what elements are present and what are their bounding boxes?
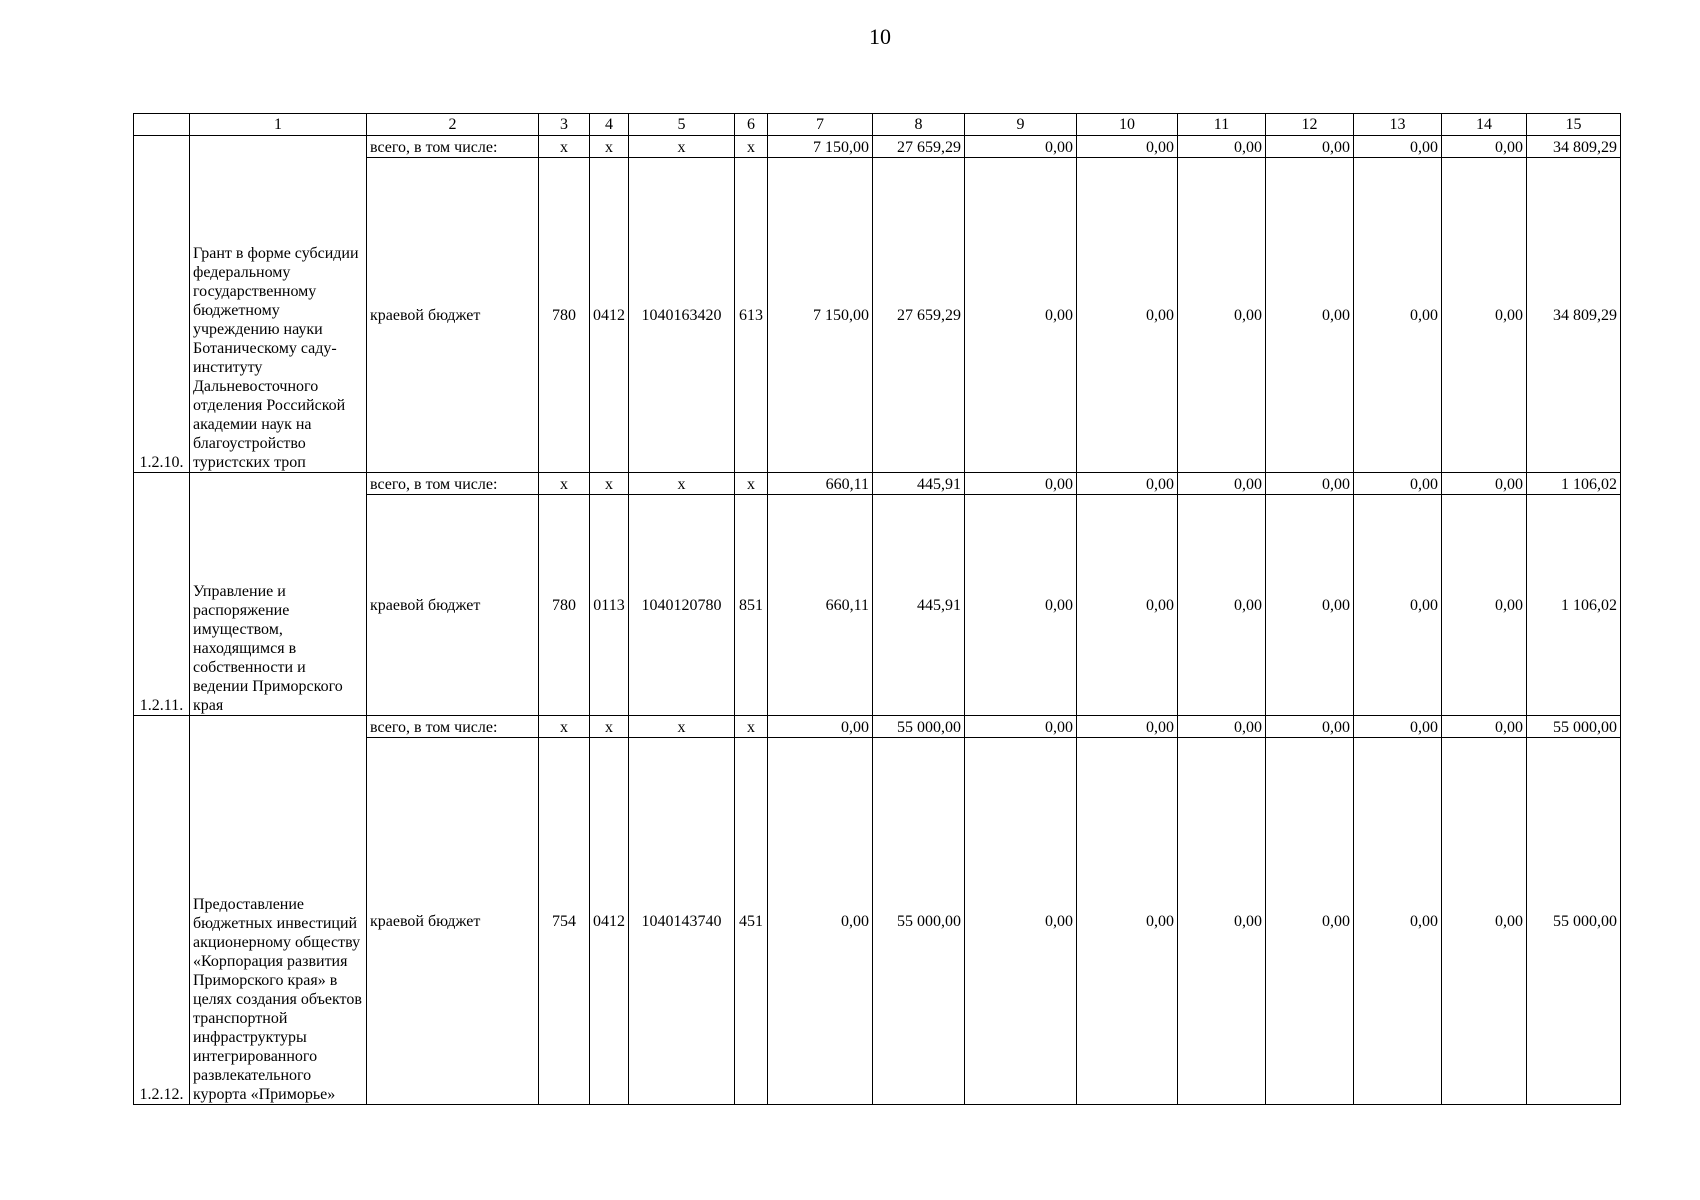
- header-cell: 14: [1442, 114, 1527, 136]
- header-cell: [134, 114, 190, 136]
- cell-c4: х: [590, 136, 629, 158]
- total-row: [134, 136, 1621, 158]
- cell-c9: 0,00: [965, 738, 1077, 1105]
- cell-c6: 451: [735, 738, 768, 1105]
- cell-c8: 55 000,00: [873, 738, 965, 1105]
- funding-label: краевой бюджет: [367, 495, 539, 716]
- funding-label: всего, в том числе:: [367, 716, 539, 738]
- cell-c13: 0,00: [1354, 158, 1442, 473]
- cell-c3: х: [539, 473, 590, 495]
- cell-c14: 0,00: [1442, 738, 1527, 1105]
- cell-c8: 55 000,00: [873, 716, 965, 738]
- header-cell: 10: [1077, 114, 1178, 136]
- cell-c5: х: [629, 136, 735, 158]
- header-cell: 9: [965, 114, 1077, 136]
- cell-c8: 445,91: [873, 473, 965, 495]
- cell-c14: 0,00: [1442, 158, 1527, 473]
- row-description: Управление и распоряжение имуществом, находящимся в собственности и ведении Приморского края: [190, 473, 367, 716]
- cell-c14: 0,00: [1442, 136, 1527, 158]
- row-number: 1.2.10.: [134, 136, 190, 473]
- cell-c11: 0,00: [1178, 716, 1266, 738]
- cell-c7: 660,11: [768, 473, 873, 495]
- cell-c6: х: [735, 716, 768, 738]
- cell-c14: 0,00: [1442, 495, 1527, 716]
- funding-label: всего, в том числе:: [367, 136, 539, 158]
- cell-c3: х: [539, 136, 590, 158]
- cell-c6: 851: [735, 495, 768, 716]
- cell-c15: 55 000,00: [1527, 716, 1621, 738]
- cell-c15: 1 106,02: [1527, 495, 1621, 716]
- cell-c10: 0,00: [1077, 738, 1178, 1105]
- budget-table: [133, 113, 1621, 1105]
- cell-c6: х: [735, 136, 768, 158]
- cell-c5: 1040143740: [629, 738, 735, 1105]
- header-cell: 5: [629, 114, 735, 136]
- header-cell: 15: [1527, 114, 1621, 136]
- header-cell: 2: [367, 114, 539, 136]
- cell-c13: 0,00: [1354, 738, 1442, 1105]
- cell-c12: 0,00: [1266, 716, 1354, 738]
- cell-c5: х: [629, 716, 735, 738]
- header-cell: 1: [190, 114, 367, 136]
- cell-c13: 0,00: [1354, 716, 1442, 738]
- cell-c13: 0,00: [1354, 136, 1442, 158]
- cell-c9: 0,00: [965, 716, 1077, 738]
- cell-c12: 0,00: [1266, 738, 1354, 1105]
- cell-c15: 1 106,02: [1527, 473, 1621, 495]
- cell-c12: 0,00: [1266, 495, 1354, 716]
- cell-c9: 0,00: [965, 495, 1077, 716]
- cell-c4: х: [590, 716, 629, 738]
- cell-c6: х: [735, 473, 768, 495]
- cell-c7: 7 150,00: [768, 136, 873, 158]
- row-number: 1.2.11.: [134, 473, 190, 716]
- header-cell: 4: [590, 114, 629, 136]
- cell-c12: 0,00: [1266, 473, 1354, 495]
- cell-c6: 613: [735, 158, 768, 473]
- cell-c9: 0,00: [965, 473, 1077, 495]
- cell-c10: 0,00: [1077, 158, 1178, 473]
- cell-c8: 27 659,29: [873, 158, 965, 473]
- header-cell: 13: [1354, 114, 1442, 136]
- cell-c12: 0,00: [1266, 136, 1354, 158]
- cell-c10: 0,00: [1077, 716, 1178, 738]
- cell-c3: х: [539, 716, 590, 738]
- cell-c11: 0,00: [1178, 473, 1266, 495]
- cell-c10: 0,00: [1077, 473, 1178, 495]
- cell-c7: 0,00: [768, 738, 873, 1105]
- cell-c7: 7 150,00: [768, 158, 873, 473]
- row-description: Предоставление бюджетных инвестиций акционерному обществу «Корпорация развития Приморского края» в целях создания объектов транспортной инфраструктуры интегрированного развлекательного курорта «Приморье»: [190, 716, 367, 1105]
- cell-c12: 0,00: [1266, 158, 1354, 473]
- header-cell: 11: [1178, 114, 1266, 136]
- cell-c4: 0113: [590, 495, 629, 716]
- cell-c15: 34 809,29: [1527, 158, 1621, 473]
- header-cell: 6: [735, 114, 768, 136]
- cell-c15: 34 809,29: [1527, 136, 1621, 158]
- cell-c14: 0,00: [1442, 716, 1527, 738]
- cell-c15: 55 000,00: [1527, 738, 1621, 1105]
- header-cell: 12: [1266, 114, 1354, 136]
- cell-c10: 0,00: [1077, 136, 1178, 158]
- cell-c9: 0,00: [965, 136, 1077, 158]
- header-cell: 3: [539, 114, 590, 136]
- cell-c13: 0,00: [1354, 473, 1442, 495]
- total-row: [134, 716, 1621, 738]
- cell-c8: 445,91: [873, 495, 965, 716]
- row-number: 1.2.12.: [134, 716, 190, 1105]
- cell-c3: 780: [539, 495, 590, 716]
- cell-c9: 0,00: [965, 158, 1077, 473]
- cell-c11: 0,00: [1178, 136, 1266, 158]
- header-row: [134, 114, 1621, 136]
- funding-label: всего, в том числе:: [367, 473, 539, 495]
- cell-c7: 660,11: [768, 495, 873, 716]
- cell-c10: 0,00: [1077, 495, 1178, 716]
- cell-c8: 27 659,29: [873, 136, 965, 158]
- cell-c11: 0,00: [1178, 495, 1266, 716]
- cell-c5: 1040120780: [629, 495, 735, 716]
- cell-c5: 1040163420: [629, 158, 735, 473]
- header-cell: 8: [873, 114, 965, 136]
- funding-label: краевой бюджет: [367, 158, 539, 473]
- cell-c11: 0,00: [1178, 158, 1266, 473]
- page-number: 10: [869, 24, 891, 49]
- row-description: Грант в форме субсидии федеральному государственному бюджетному учреждению науки Ботаническому саду-институту Дальневосточного отделения Российской академии наук на благоустройство туристских троп: [190, 136, 367, 473]
- total-row: [134, 473, 1621, 495]
- cell-c11: 0,00: [1178, 738, 1266, 1105]
- cell-c14: 0,00: [1442, 473, 1527, 495]
- cell-c5: х: [629, 473, 735, 495]
- cell-c3: 754: [539, 738, 590, 1105]
- cell-c13: 0,00: [1354, 495, 1442, 716]
- header-cell: 7: [768, 114, 873, 136]
- cell-c3: 780: [539, 158, 590, 473]
- cell-c4: 0412: [590, 158, 629, 473]
- cell-c4: 0412: [590, 738, 629, 1105]
- funding-label: краевой бюджет: [367, 738, 539, 1105]
- cell-c7: 0,00: [768, 716, 873, 738]
- cell-c4: х: [590, 473, 629, 495]
